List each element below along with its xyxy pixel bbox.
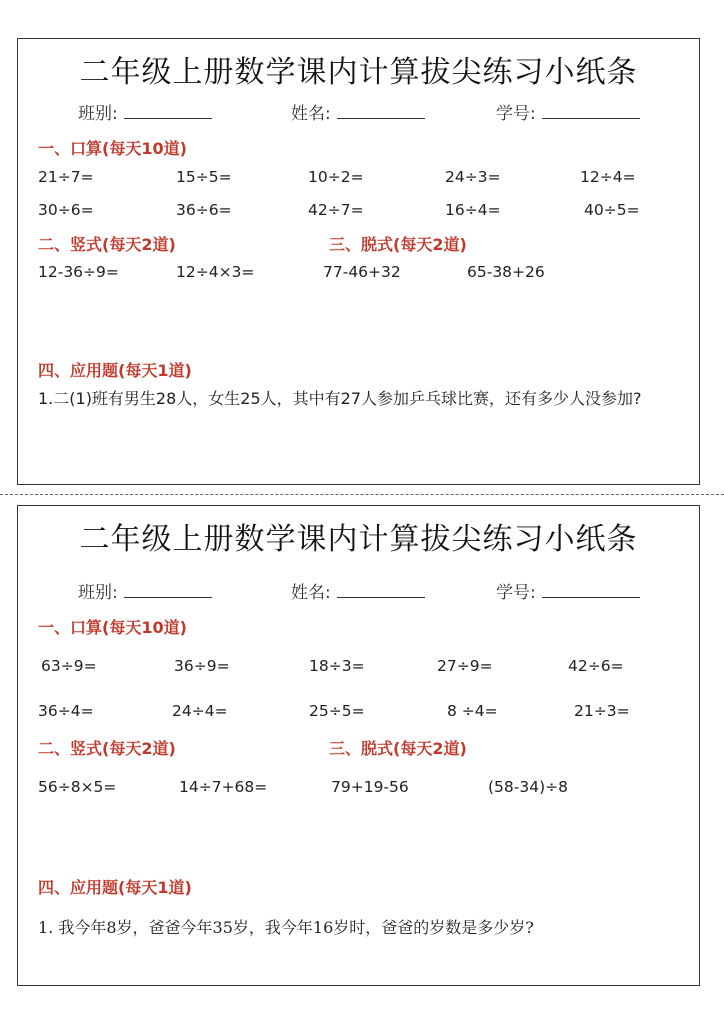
stepwise-item: (58-34)÷8 (488, 778, 568, 796)
section-oral-heading: 一、口算(每天10道) (38, 139, 187, 158)
section-stepwise-heading: 三、脱式(每天2道) (329, 739, 467, 758)
vertical-item: 56÷8×5= (38, 778, 117, 796)
class-label: 班别: (78, 104, 118, 124)
oral-item: 42÷7= (308, 201, 364, 219)
section-word-problem-heading: 四、应用题(每天1道) (38, 878, 192, 897)
oral-item: 21÷7= (38, 168, 94, 186)
oral-item: 18÷3= (309, 657, 365, 675)
name-field[interactable] (291, 578, 425, 603)
name-blank[interactable] (337, 581, 425, 598)
oral-item: 36÷9= (174, 657, 230, 675)
student-number-label: 学号: (496, 104, 536, 124)
oral-item: 21÷3= (574, 702, 630, 720)
section-oral-heading: 一、口算(每天10道) (38, 618, 187, 637)
oral-item: 36÷4= (38, 702, 94, 720)
word-problem: 1.二(1)班有男生28人，女生25人，其中有27人参加乒乓球比赛，还有多少人没参加? (38, 389, 642, 408)
oral-item: 30÷6= (38, 201, 94, 219)
section-vertical-heading: 二、竖式(每天2道) (38, 235, 176, 254)
stepwise-item: 65-38+26 (467, 263, 545, 281)
cut-line (0, 494, 724, 495)
stepwise-item: 77-46+32 (323, 263, 401, 281)
name-field[interactable] (291, 99, 425, 124)
worksheet-title: 二年级上册数学课内计算拔尖练习小纸条 (79, 522, 638, 557)
oral-item: 16÷4= (445, 201, 501, 219)
student-number-field[interactable] (496, 99, 640, 124)
oral-item: 63÷9= (41, 657, 97, 675)
worksheet-1 (17, 38, 700, 485)
oral-item: 15÷5= (176, 168, 232, 186)
word-problem: 1. 我今年8岁，爸爸今年35岁，我今年16岁时，爸爸的岁数是多少岁? (38, 918, 534, 937)
section-word-problem-heading: 四、应用题(每天1道) (38, 361, 192, 380)
class-field[interactable] (78, 99, 212, 124)
oral-item: 42÷6= (568, 657, 624, 675)
stepwise-item: 79+19-56 (331, 778, 409, 796)
vertical-item: 14÷7+68= (179, 778, 268, 796)
name-blank[interactable] (337, 102, 425, 119)
worksheet-title: 二年级上册数学课内计算拔尖练习小纸条 (79, 55, 638, 90)
class-label: 班别: (78, 583, 118, 603)
student-number-blank[interactable] (542, 102, 640, 119)
oral-item: 12÷4= (580, 168, 636, 186)
student-number-label: 学号: (496, 583, 536, 603)
section-stepwise-heading: 三、脱式(每天2道) (329, 235, 467, 254)
oral-item: 24÷3= (445, 168, 501, 186)
vertical-item: 12-36÷9= (38, 263, 119, 281)
student-number-field[interactable] (496, 578, 640, 603)
worksheet-2 (17, 505, 700, 986)
name-label: 姓名: (291, 104, 331, 124)
oral-item: 10÷2= (308, 168, 364, 186)
oral-item: 36÷6= (176, 201, 232, 219)
class-blank[interactable] (124, 102, 212, 119)
oral-item: 40÷5= (584, 201, 640, 219)
oral-item: 8 ÷4= (447, 702, 498, 720)
oral-item: 24÷4= (172, 702, 228, 720)
oral-item: 27÷9= (437, 657, 493, 675)
oral-item: 25÷5= (309, 702, 365, 720)
student-number-blank[interactable] (542, 581, 640, 598)
class-field[interactable] (78, 578, 212, 603)
vertical-item: 12÷4×3= (176, 263, 255, 281)
name-label: 姓名: (291, 583, 331, 603)
section-vertical-heading: 二、竖式(每天2道) (38, 739, 176, 758)
class-blank[interactable] (124, 581, 212, 598)
